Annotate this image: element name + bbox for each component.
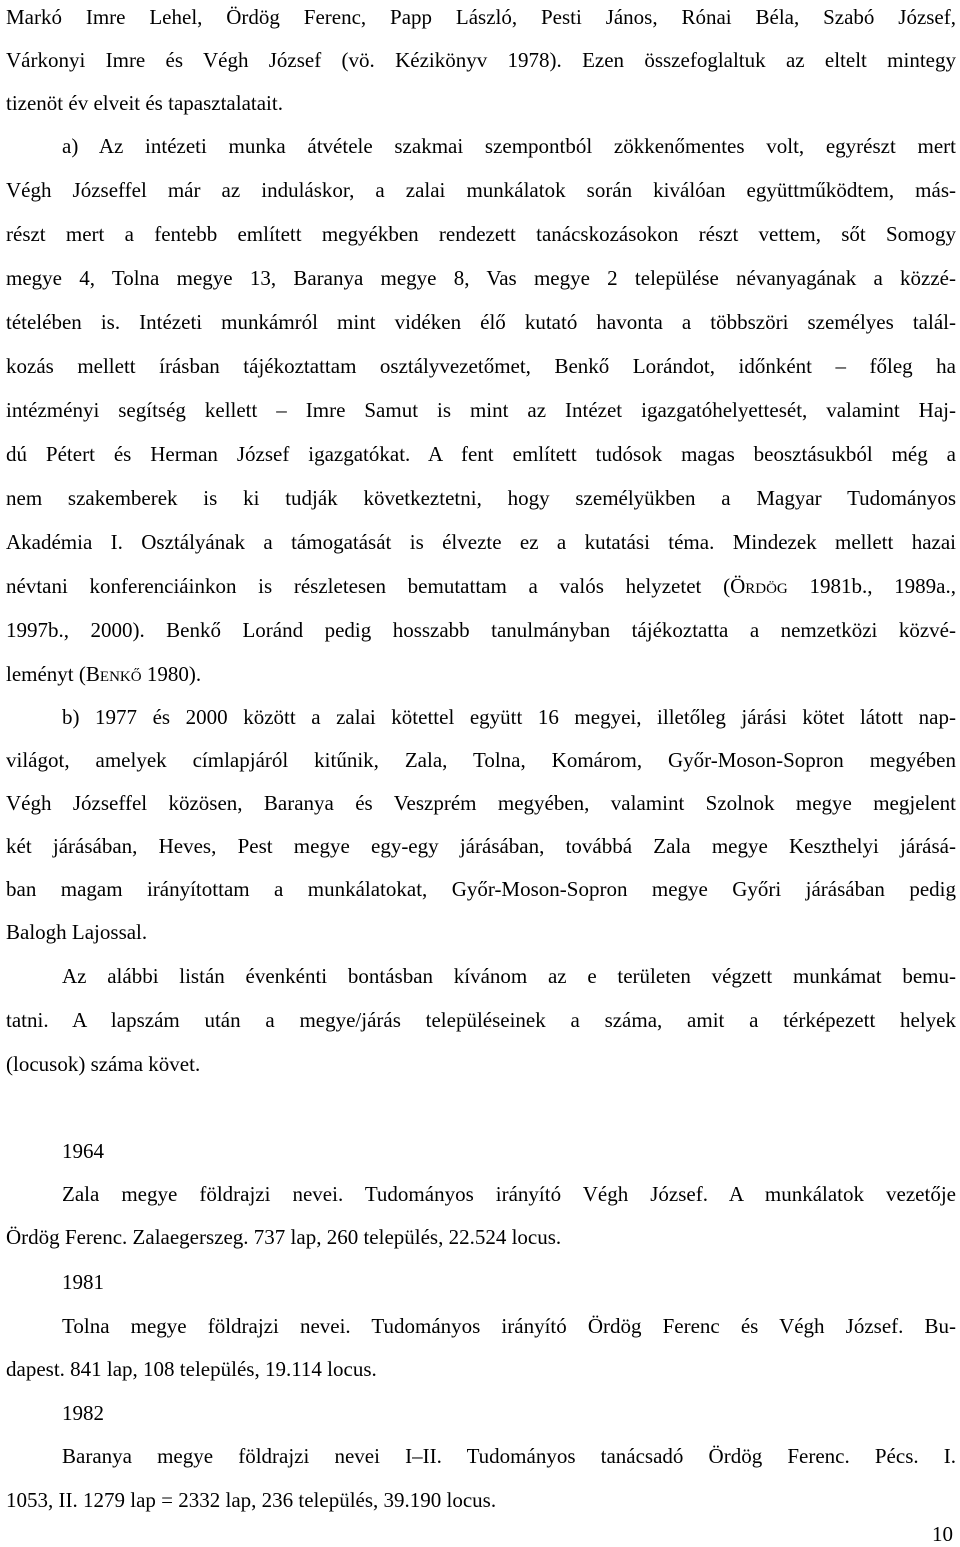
para-a-line-5: tételében is. Intézeti munkámról mint vidéken élő kutató havonta a többszöri személyes talál- [6,310,956,334]
para-b-line-1: b) 1977 és 2000 között a zalai kötettel együtt 16 megyei, illetőleg járási kötet látott nap- [62,705,956,729]
para-a-line-9: nem szakemberek is ki tudják következtetni, hogy személyükben a Magyar Tudományos [6,486,956,510]
para-a-line-11-end: 1981b., 1989a., [787,574,956,598]
para-b-line-2: világot, amelyek címlapjáról kitűnik, Zala, Tolna, Komárom, Győr-Moson-Sopron megyében [6,748,956,772]
para-a-line-11-text: névtani konferenciáinkon is részletesen bemutattam a valós helyzetet (Ö [6,574,746,598]
para-c-line-1: Az alábbi listán évenkénti bontásban kívánom az e területen végzett munkámat bemu- [62,964,956,988]
para-b-line-5: ban magam irányítottam a munkálatokat, Győr-Moson-Sopron megye Győri járásában pedig [6,877,956,901]
para-a-line-13-text: leményt (B [6,662,100,686]
para-c-line-2: tatni. A lapszám után a megye/járás településeinek a száma, amit a térképezett helyek [6,1008,956,1032]
para-b-line-6: Balogh Lajossal. [6,920,148,944]
entry-line: 1053, II. 1279 lap = 2332 lap, 236 település, 39.190 locus. [6,1488,497,1512]
entry-year: 1982 [62,1401,104,1425]
intro-line-3: tizenöt év elveit és tapasztalatait. [6,91,283,115]
citation-ordog: rdög [745,574,788,598]
para-a-line-13-end: 1980). [141,662,202,686]
page-number: 10 [932,1522,953,1546]
para-a-line-12: 1997b., 2000). Benkő Loránd pedig hosszabb tanulmányban tájékoztatta a nemzetközi közvé- [6,618,956,642]
entry-line: Zala megye földrajzi nevei. Tudományos irányító Végh József. A munkálatok vezetője [62,1182,956,1206]
para-c-line-3: (locusok) száma követ. [6,1052,201,1076]
entry-year: 1964 [62,1139,104,1163]
intro-line-1: Markó Imre Lehel, Ördög Ferenc, Papp László, Pesti János, Rónai Béla, Szabó József, [6,5,956,29]
para-a-line-13 [6,660,201,688]
entry-line: Baranya megye földrajzi nevei I–II. Tudományos tanácsadó Ördög Ferenc. Pécs. I. [62,1444,956,1468]
intro-line-2: Várkonyi Imre és Végh József (vö. Kézikönyv 1978). Ezen összefoglaltuk az eltelt mintegy [6,48,956,72]
para-b-line-4: két járásában, Heves, Pest megye egy-egy járásában, továbbá Zala megye Keszthelyi járásá- [6,834,956,858]
para-a-line-3: részt mert a fentebb említett megyékben rendezett tanácskozásokon részt vettem, sőt Somogy [6,222,956,246]
para-a-line-11 [6,572,956,600]
citation-benko: enkő [99,662,142,686]
entry-line: dapest. 841 lap, 108 település, 19.114 locus. [6,1357,377,1381]
para-a-line-2: Végh Józseffel már az induláskor, a zalai munkálatok során kiválóan együttműködtem, más- [6,178,956,202]
para-b-line-3: Végh Józseffel közösen, Baranya és Veszprém megyében, valamint Szolnok megye megjelent [6,791,956,815]
para-a-line-6: kozás mellett írásban tájékoztattam osztályvezetőmet, Benkő Lorándot, időnként – főleg ha [6,354,956,378]
para-a-line-1: a) Az intézeti munka átvétele szakmai szempontból zökkenőmentes volt, egyrészt mert [62,134,956,158]
para-a-line-8: dú Pétert és Herman József igazgatókat. A fent említett tudósok magas beosztásukból még a [6,442,956,466]
para-a-line-10: Akadémia I. Osztályának a támogatását is élvezte ez a kutatási téma. Mindezek mellett hazai [6,530,956,554]
para-a-line-7: intézményi segítség kellett – Imre Samut is mint az Intézet igazgatóhelyettesét, valamint Haj- [6,398,956,422]
entry-year: 1981 [62,1270,104,1294]
entry-line: Tolna megye földrajzi nevei. Tudományos irányító Ördög Ferenc és Végh József. Bu- [62,1314,956,1338]
entry-line: Ördög Ferenc. Zalaegerszeg. 737 lap, 260 település, 22.524 locus. [6,1225,562,1249]
para-a-line-4: megye 4, Tolna megye 13, Baranya megye 8, Vas megye 2 települése névanyagának a közzé- [6,266,956,290]
